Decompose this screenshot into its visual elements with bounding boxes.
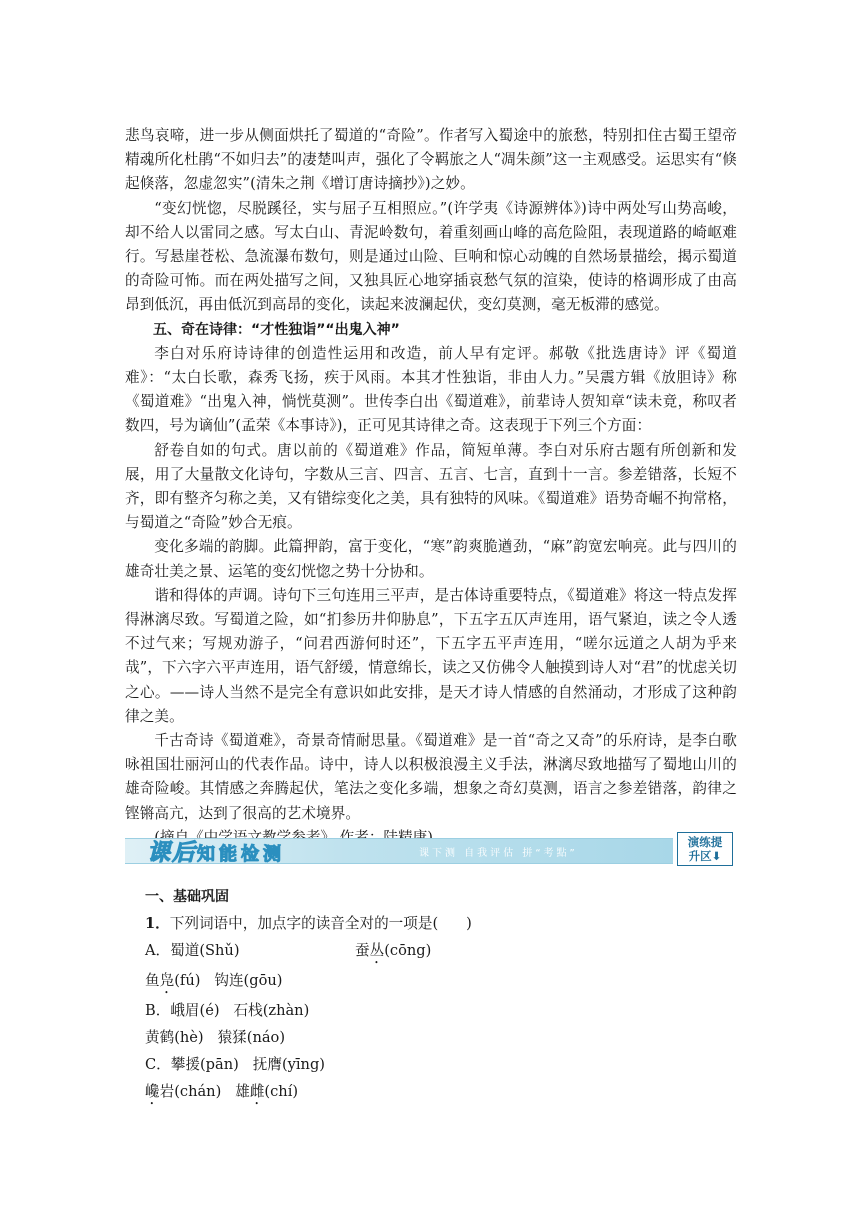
option-a-line-2 xyxy=(145,967,735,997)
paragraph-2: “变幻恍惚，尽脱蹊径，实与屈子互相照应。”(许学夷《诗源辨体》)诗中两处写山势高峻，却不给人以雷同之感。写太白山、青泥岭数句，着重刻画山峰的高危险阻，表现道路的崎岖难行。写悬崖苍松、急流瀑布数句，则是通过山险、巨响和惊心动魄的自然场景描绘，揭示蜀道的奇险可怖。而在两处描写之间，又独具匠心地穿插哀愁气氛的渲染，使诗的格调形成了由高昂到低沉，再由低沉到高昂的变化，读起来波澜起伏，变幻莫测，毫无板滞的感觉。 xyxy=(125,199,737,314)
option-b-word-4: 猿猱 xyxy=(217,1029,247,1046)
option-b-line-1 xyxy=(145,997,735,1024)
option-a-pron-1: (Shǔ) xyxy=(199,942,240,959)
option-c-pron-4: (chí) xyxy=(264,1083,299,1100)
option-c-word-1: 攀援 xyxy=(170,1056,200,1073)
option-b-pron-2: (zhàn) xyxy=(262,1002,310,1019)
banner-title xyxy=(147,834,285,867)
option-b-line-2 xyxy=(145,1024,735,1051)
option-b-word-3: 黄鹤 xyxy=(145,1029,175,1046)
option-c-word-3 xyxy=(145,1083,174,1100)
option-c-pron-3: (chán) xyxy=(174,1083,222,1100)
option-c-line-1 xyxy=(145,1051,735,1078)
option-a-word-2-dot: 丛 xyxy=(369,942,385,959)
option-c-pron-2: (yīng) xyxy=(281,1056,325,1073)
option-a-word-2-pre: 蚕 xyxy=(355,942,370,959)
option-a-label: A． xyxy=(145,942,171,959)
banner-slogan: 课下测 自我评估 拼“考點” xyxy=(419,848,578,859)
option-a-word-2 xyxy=(355,942,384,959)
badge-line-2: 升区⬇ xyxy=(688,849,722,863)
paragraph-6: 谐和得体的声调。诗句下三句连用三平声，是古体诗重要特点，《蜀道难》将这一特点发挥得淋漓尽致。写蜀道之险，如“扪参历井仰胁息”，下五字五仄声连用，语气紧迫，读之令人透不过气来；写规劝游子，“问君西游何时还”，下五字五平声连用，“嗟尔远道之人胡为乎来哉”，下六字六平声连用，语气舒缓，情意绵长，读之又仿佛令人触摸到诗人对“君”的忧虑关切之心。——诗人当然不是完全有意识如此安排，是天才诗人情感的自然涌动，才形成了这种韵律之美。 xyxy=(125,586,737,725)
paragraph-3: 李白对乐府诗诗律的创造性运用和改造，前人早有定评。郝敬《批选唐诗》评《蜀道难》：“太白长歌，森秀飞扬，疾于风雨。本其才性独诣，非由人力。”吴震方辑《放胆诗》称《蜀道难》“出鬼入神，惝恍莫测”。世传李白出《蜀道难》，前辈诗人贺知章“读未竟，称叹者数四，号为谪仙”(孟荣《本事诗》)，正可见其诗律之奇。这表现于下列三个方面： xyxy=(125,344,737,435)
paragraph-1: 悲鸟哀啼，进一步从侧面烘托了蜀道的“奇险”。作者写入蜀途中的旅愁，特别扣住古蜀王望帝精魂所化杜鹃“不如归去”的凄楚叫声，强化了令羁旅之人“凋朱颜”这一主观感受。运思实有“倏起倏落，忽虚忽实”(清朱之荆《增订唐诗摘抄》)之妙。 xyxy=(125,127,737,193)
option-c-word-4-dot: 雌 xyxy=(249,1083,265,1100)
option-a-word-3-dot: 凫 xyxy=(159,972,175,989)
paragraph-4: 舒卷自如的句式。唐以前的《蜀道难》作品，简短单薄。李白对乐府古题有所创新和发展，用了大量散文化诗句，字数从三言、四言、五言、七言，直到十一言。参差错落，长短不齐，即有整齐匀称之美，又有错综变化之美，具有独特的风味。《蜀道难》语势奇崛不拘常格，与蜀道之“奇险”妙合无痕。 xyxy=(125,441,737,532)
option-b-word-1: 峨眉 xyxy=(170,1002,200,1019)
paragraph-5: 变化多端的韵脚。此篇押韵，富于变化，“寒”韵爽脆遒劲，“麻”韵宽宏响亮。此与四川的雄奇壮美之景、运笔的变幻恍惚之势十分协和。 xyxy=(125,538,737,580)
option-c-word-2: 抚膺 xyxy=(252,1056,282,1073)
option-a-word-1: 蜀道 xyxy=(170,942,200,959)
option-a-pron-3: (fú) xyxy=(174,972,201,989)
option-b-pron-4: (náo) xyxy=(246,1029,286,1046)
option-a-word-3 xyxy=(145,972,174,989)
option-b-pron-3: (hè) xyxy=(174,1029,204,1046)
exercise-section-title: 一、基础巩固 xyxy=(145,889,229,905)
option-a-pron-4: (gōu) xyxy=(243,972,283,989)
question-1-text: 下列词语中，加点字的读音全对的一项是( xyxy=(169,915,439,932)
paragraph-7: 千古奇诗《蜀道难》，奇景奇情耐思量。《蜀道难》是一首“奇之又奇”的乐府诗，是李白歌咏祖国壮丽河山的代表作品。诗中，诗人以积极浪漫主义手法，淋漓尽致地描写了蜀地山川的雄奇险峻。其情感之奔腾起伏，笔法之变化多端，想象之奇幻莫测，语言之参差错落，韵律之铿锵高亢，达到了很高的艺术境界。 xyxy=(125,732,737,822)
option-a-pron-2: (cōng) xyxy=(384,942,432,959)
option-b-label: B． xyxy=(145,1002,171,1019)
option-a-line-1 xyxy=(145,937,735,967)
option-c-line-2 xyxy=(145,1078,735,1108)
option-c-pron-1: (pān) xyxy=(199,1056,239,1073)
option-c-word-4-pre: 雄 xyxy=(235,1083,250,1100)
question-1 xyxy=(145,910,735,937)
option-b-word-2: 石栈 xyxy=(233,1002,263,1019)
option-a-word-4: 钩连 xyxy=(214,972,244,989)
banner-title-main: 课后 xyxy=(147,840,197,866)
option-c-label: C． xyxy=(145,1056,171,1073)
option-c-word-4 xyxy=(235,1083,264,1100)
question-1-close: ) xyxy=(466,915,472,932)
option-c-word-3-dot: 巉 xyxy=(145,1083,160,1100)
badge-line-1: 演练提 xyxy=(687,835,723,849)
practice-badge xyxy=(677,832,733,866)
article-body xyxy=(125,124,737,850)
section-heading-5: 五、奇在诗律：“才性独诣”“出鬼入神” xyxy=(153,321,400,338)
option-b-pron-1: (é) xyxy=(199,1002,220,1019)
section-banner xyxy=(125,832,737,868)
banner-title-rest: 知能检测 xyxy=(197,844,285,865)
exercise-section xyxy=(145,884,735,1108)
option-c-word-3-post: 岩 xyxy=(159,1083,175,1100)
question-number: 1． xyxy=(145,915,170,932)
option-a-word-3-pre: 鱼 xyxy=(145,972,160,989)
